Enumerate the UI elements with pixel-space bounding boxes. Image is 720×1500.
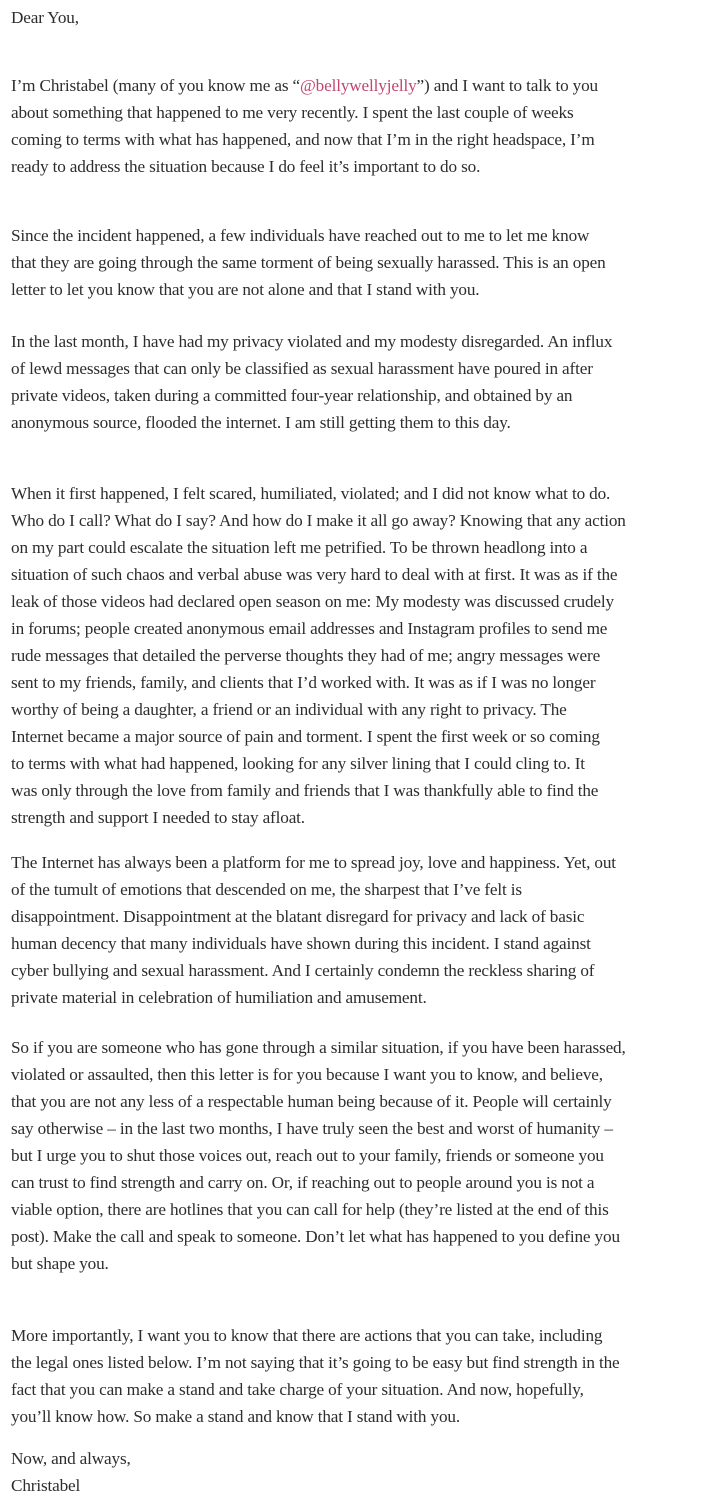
paragraph-line: the legal ones listed below. I’m not saying that it’s going to be easy but find strength in the: [11, 1353, 620, 1372]
valediction: Now, and always,: [11, 1449, 131, 1468]
paragraph-line: cyber bullying and sexual harassment. And I certainly condemn the reckless sharing of: [11, 961, 595, 980]
paragraph-line: ready to address the situation because I do feel it’s important to do so.: [11, 157, 481, 176]
paragraph-line: When it first happened, I felt scared, humiliated, violated; and I did not know what to do.: [11, 484, 611, 503]
paragraph-line: about something that happened to me very recently. I spent the last couple of weeks: [11, 103, 574, 122]
paragraph-line: More importantly, I want you to know that there are actions that you can take, including: [11, 1326, 603, 1345]
paragraph-for-you: [11, 1034, 716, 1277]
greeting: [11, 4, 716, 31]
paragraph-line: Internet became a major source of pain and torment. I spent the first week or so coming: [11, 727, 600, 746]
paragraph-line: Who do I call? What do I say? And how do I make it all go away? Knowing that any action: [11, 511, 626, 530]
greeting-text: Dear You,: [11, 8, 79, 27]
paragraph-line: sent to my friends, family, and clients that I’d worked with. It was as if I was no longer: [11, 673, 596, 692]
paragraph-line: on my part could escalate the situation left me petrified. To be thrown headlong into a: [11, 538, 588, 557]
paragraph-line: worthy of being a daughter, a friend or an individual with any right to privacy. The: [11, 700, 567, 719]
closing: [11, 1445, 716, 1499]
paragraph-internet-platform: [11, 849, 716, 1011]
paragraph-first-happened: [11, 480, 716, 831]
paragraph-line: that you are not any less of a respectable human being because of it. People will certainly: [11, 1092, 612, 1111]
paragraph-line: disappointment. Disappointment at the blatant disregard for privacy and lack of basic: [11, 907, 585, 926]
paragraph-line: letter to let you know that you are not alone and that I stand with you.: [11, 280, 480, 299]
paragraph-line: to terms with what had happened, looking for any silver lining that I could cling to. It: [11, 754, 585, 773]
paragraph-line: but shape you.: [11, 1254, 109, 1273]
instagram-handle-link[interactable]: @bellywellyjelly: [299, 76, 417, 95]
paragraph-line: private videos, taken during a committed four-year relationship, and obtained by an: [11, 386, 573, 405]
paragraph-line: was only through the love from family and friends that I was thankfully able to find the: [11, 781, 599, 800]
paragraph-line: coming to terms with what has happened, and now that I’m in the right headspace, I’m: [11, 130, 595, 149]
paragraph-line: you’ll know how. So make a stand and know that I stand with you.: [11, 1407, 460, 1426]
paragraph-actions: [11, 1322, 716, 1430]
paragraph-line: private material in celebration of humiliation and amusement.: [11, 988, 427, 1007]
paragraph-line: leak of those videos had declared open season on me: My modesty was discussed crudely: [11, 592, 614, 611]
paragraph-line: The Internet has always been a platform for me to spread joy, love and happiness. Yet, out: [11, 853, 616, 872]
paragraph-open-letter: [11, 222, 716, 303]
paragraph-line: can trust to find strength and carry on. Or, if reaching out to people around you is not a: [11, 1173, 595, 1192]
paragraph-line: strength and support I needed to stay afloat.: [11, 808, 305, 827]
paragraph-line: that they are going through the same torment of being sexually harassed. This is an open: [11, 253, 606, 272]
paragraph-line: So if you are someone who has gone through a similar situation, if you have been harassed,: [11, 1038, 626, 1057]
line-text: ”) and I want to talk to you: [416, 76, 598, 95]
paragraph-line: say otherwise – in the last two months, I have truly seen the best and worst of humanity –: [11, 1119, 613, 1138]
paragraph-line: anonymous source, flooded the internet. I am still getting them to this day.: [11, 413, 511, 432]
line-text: I’m Christabel (many of you know me as “: [11, 76, 300, 95]
paragraph-line: post). Make the call and speak to someone. Don’t let what has happened to you define you: [11, 1227, 620, 1246]
paragraph-line: situation of such chaos and verbal abuse was very hard to deal with at first. It was as if the: [11, 565, 618, 584]
paragraph-line: In the last month, I have had my privacy violated and my modesty disregarded. An influx: [11, 332, 613, 351]
paragraph-line: fact that you can make a stand and take charge of your situation. And now, hopefully,: [11, 1380, 584, 1399]
paragraph-line: in forums; people created anonymous email addresses and Instagram profiles to send me: [11, 619, 608, 638]
paragraph-intro: [11, 72, 716, 180]
paragraph-line: [11, 72, 716, 99]
paragraph-line: human decency that many individuals have shown during this incident. I stand against: [11, 934, 591, 953]
paragraph-line: viable option, there are hotlines that you can call for help (they’re listed at the end of this: [11, 1200, 609, 1219]
paragraph-line: Since the incident happened, a few individuals have reached out to me to let me know: [11, 226, 590, 245]
signature: Christabel: [11, 1476, 81, 1495]
paragraph-line: but I urge you to shut those voices out, reach out to your family, friends or someone you: [11, 1146, 604, 1165]
paragraph-line: of lewd messages that can only be classified as sexual harassment have poured in after: [11, 359, 593, 378]
paragraph-line: rude messages that detailed the perverse thoughts they had of me; angry messages were: [11, 646, 601, 665]
paragraph-last-month: [11, 328, 716, 436]
paragraph-line: violated or assaulted, then this letter is for you because I want you to know, and believe,: [11, 1065, 603, 1084]
paragraph-line: of the tumult of emotions that descended on me, the sharpest that I’ve felt is: [11, 880, 522, 899]
